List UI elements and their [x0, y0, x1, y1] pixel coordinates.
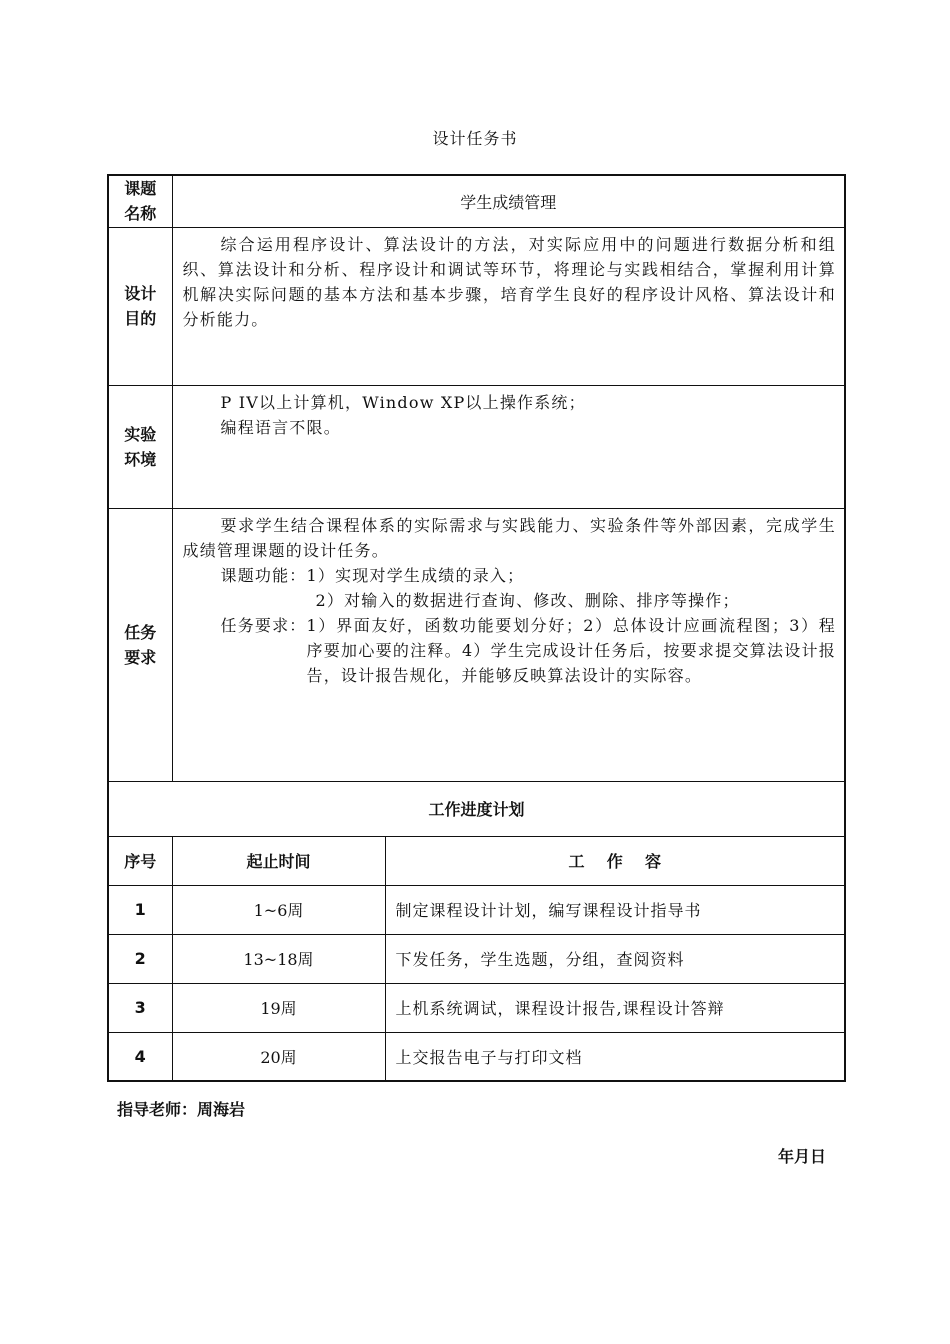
table-row [108, 1032, 845, 1081]
environment-row [108, 385, 845, 508]
task-table [107, 174, 846, 1082]
topic-value: 学生成绩管理 [172, 175, 845, 227]
purpose-text: 综合运用程序设计、算法设计的方法，对实际应用中的问题进行数据分析和组织、算法设计和分析、程序设计和调试等环节，将理论与实践相结合，掌握利用计算机解决实际问题的基本方法和基本步骤，培育学生良好的程序设计风格、算法设计和分析能力。 [172, 227, 845, 385]
purpose-row [108, 227, 845, 385]
table-row [108, 885, 845, 934]
row-period: 13~18周 [172, 934, 385, 983]
function-item-2: 2）对输入的数据进行查询、修改、删除、排序等操作； [315, 590, 740, 610]
row-no: 4 [108, 1032, 172, 1081]
header-work: 工 作 容 [385, 836, 845, 885]
table-row [108, 934, 845, 983]
row-period: 19周 [172, 983, 385, 1032]
advisor-line: 指导老师：周海岩 [117, 1100, 246, 1119]
header-period: 起止时间 [172, 836, 385, 885]
row-period: 20周 [172, 1032, 385, 1081]
environment-label: 实验 环境 [108, 385, 172, 508]
schedule-title-row [108, 781, 845, 836]
date-line: 年月日 [778, 1147, 827, 1166]
row-no: 2 [108, 934, 172, 983]
row-work: 上交报告电子与打印文档 [385, 1032, 845, 1081]
environment-line-2: 编程语言不限。 [220, 417, 341, 437]
requirements-label: 任务 要求 [108, 508, 172, 781]
environment-line-1: P IV以上计算机，Window XP以上操作系统； [220, 392, 586, 412]
row-period: 1~6周 [172, 885, 385, 934]
schedule-header-row [108, 836, 845, 885]
requirements-row [108, 508, 845, 781]
function-block [183, 563, 837, 588]
topic-row [108, 175, 845, 227]
function-lead: 课题功能： [220, 565, 307, 585]
schedule-title: 工作进度计划 [108, 781, 845, 836]
function-item-1: 1）实现对学生成绩的录入； [306, 565, 525, 585]
purpose-label: 设计 目的 [108, 227, 172, 385]
topic-label: 课题 名称 [108, 175, 172, 227]
requirements-intro: 要求学生结合课程体系的实际需求与实践能力、实验条件等外部因素，完成学生成绩管理课题的设计任务。 [182, 515, 837, 560]
environment-text [172, 385, 845, 508]
requirement-block [183, 613, 837, 688]
row-no: 1 [108, 885, 172, 934]
requirements-text [172, 508, 845, 781]
table-row [108, 983, 845, 1032]
row-work: 上机系统调试，课程设计报告,课程设计答辩 [385, 983, 845, 1032]
header-no: 序号 [108, 836, 172, 885]
page-title: 设计任务书 [432, 129, 518, 148]
row-no: 3 [108, 983, 172, 1032]
requirement-items: 1）界面友好，函数功能要划分好；2）总体设计应画流程图；3）程序要加心要的注释。4）学生完成设计任务后，按要求提交算法设计报告，设计报告规化，并能够反映算法设计的实际容。 [306, 615, 837, 685]
requirement-lead: 任务要求： [220, 615, 307, 635]
row-work: 制定课程设计计划，编写课程设计指导书 [385, 885, 845, 934]
row-work: 下发任务，学生选题，分组，查阅资料 [385, 934, 845, 983]
